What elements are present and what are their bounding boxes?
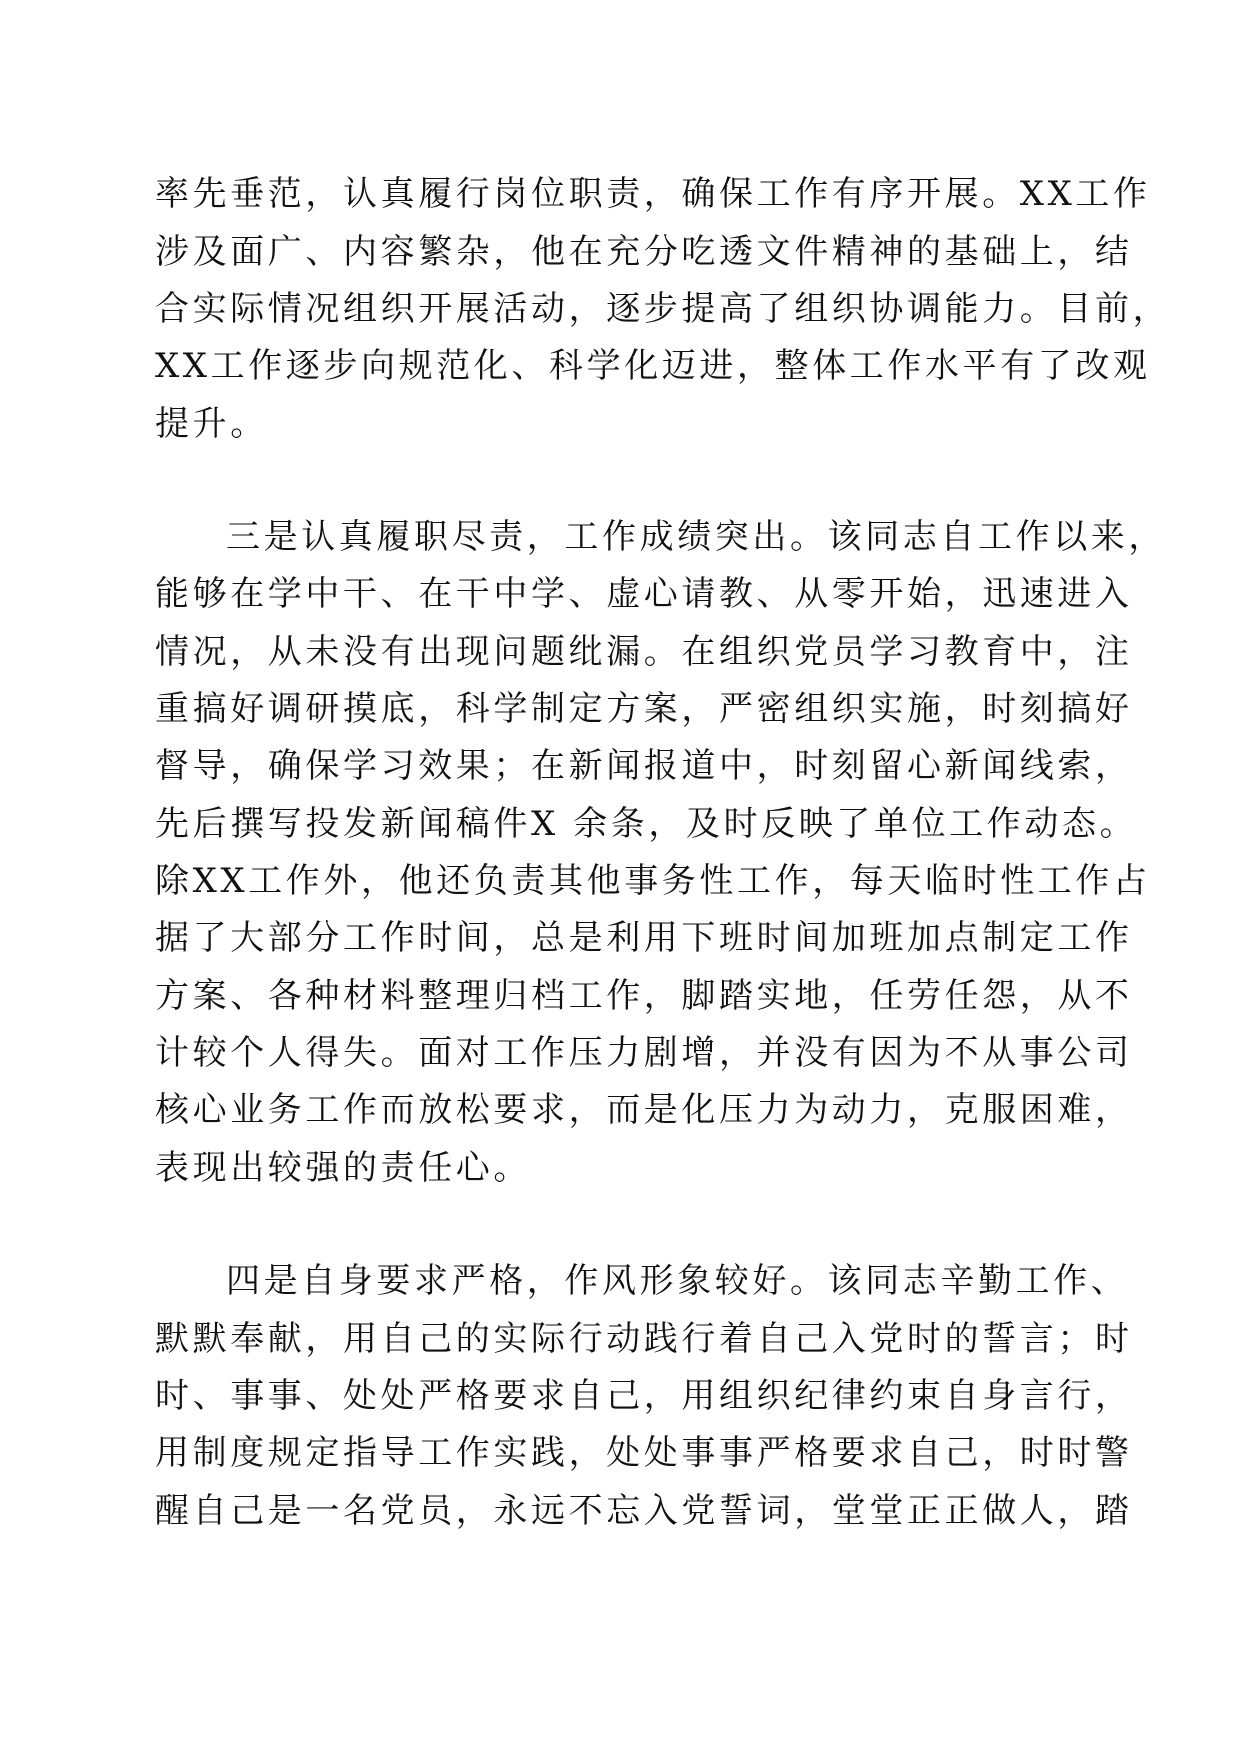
- paragraph-line: 能够在学中干、在干中学、虚心请教、从零开始，迅速进入: [155, 574, 1133, 614]
- paragraph-line: 督导，确保学习效果；在新闻报道中，时刻留心新闻线索，: [155, 746, 1133, 786]
- paragraph-line: 合实际情况组织开展活动，逐步提高了组织协调能力。目前，: [155, 289, 1171, 329]
- paragraph-line: 计较个人得失。面对工作压力剧增，并没有因为不从事公司: [155, 1033, 1133, 1073]
- paragraph-line: 提升。: [155, 404, 268, 444]
- paragraph-line: XX工作逐步向规范化、科学化迈进，整体工作水平有了改观: [155, 346, 1151, 386]
- paragraph-line: 方案、各种材料整理归档工作，脚踏实地，任劳任怨，从不: [155, 976, 1133, 1016]
- paragraph-line: 用制度规定指导工作实践，处处事事严格要求自己，时时警: [155, 1433, 1133, 1473]
- paragraph-line: 据了大部分工作时间，总是利用下班时间加班加点制定工作: [155, 918, 1133, 958]
- paragraph-line: 醒自己是一名党员，永远不忘入党誓词，堂堂正正做人，踏: [155, 1491, 1133, 1531]
- paragraph-line: 重搞好调研摸底，科学制定方案，严密组织实施，时刻搞好: [155, 689, 1133, 729]
- paragraph-line: 表现出较强的责任心。: [155, 1148, 531, 1188]
- paragraph-first-line: 三是认真履职尽责，工作成绩突出。该同志自工作以来，: [226, 517, 1166, 557]
- paragraph-line: 率先垂范，认真履行岗位职责，确保工作有序开展。XX工作: [155, 174, 1151, 214]
- paragraph-line: 默默奉献，用自己的实际行动践行着自己入党时的誓言；时: [155, 1319, 1133, 1359]
- paragraph-line: 涉及面广、内容繁杂，他在充分吃透文件精神的基础上，结: [155, 232, 1133, 272]
- paragraph-first-line: 四是自身要求严格，作风形象较好。该同志辛勤工作、: [226, 1261, 1129, 1301]
- paragraph-line: 核心业务工作而放松要求，而是化压力为动力，克服困难，: [155, 1090, 1133, 1130]
- paragraph-line: 时、事事、处处严格要求自己，用组织纪律约束自身言行，: [155, 1376, 1133, 1416]
- paragraph-line: 先后撰写投发新闻稿件X 余条，及时反映了单位工作动态。: [155, 804, 1138, 844]
- paragraph-line: 情况，从未没有出现问题纰漏。在组织党员学习教育中，注: [155, 632, 1133, 672]
- paragraph-line: 除XX工作外，他还负责其他事务性工作，每天临时性工作占: [155, 861, 1151, 901]
